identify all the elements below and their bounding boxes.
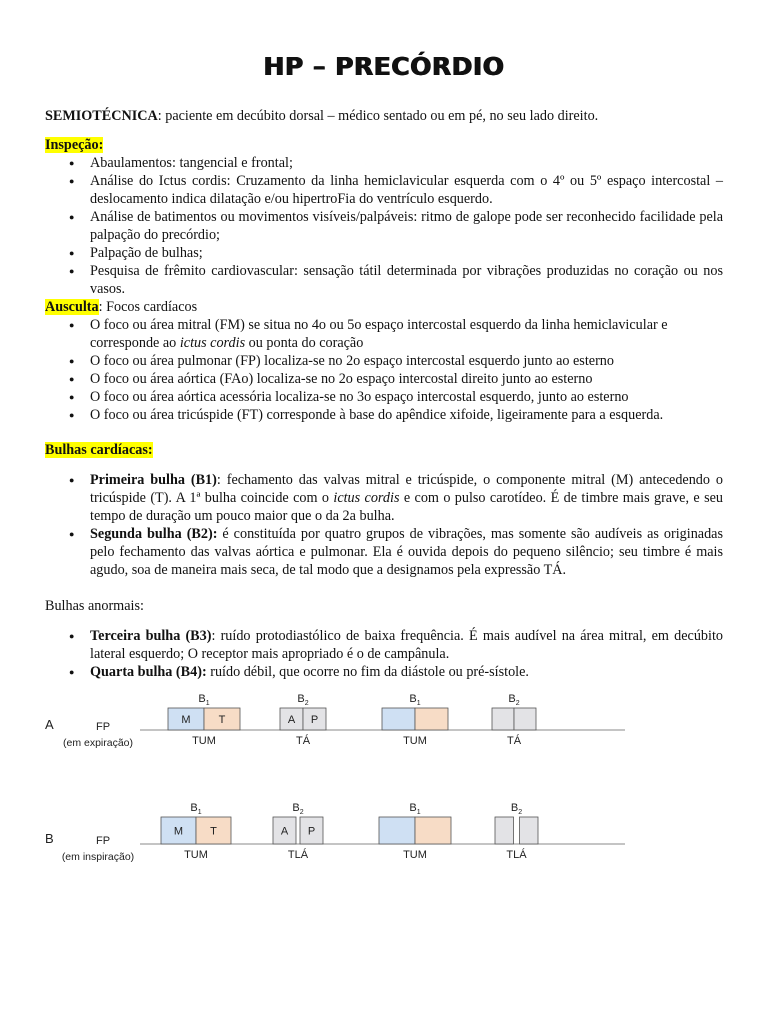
b2-text: é constituída por quatro grupos de vibrações, mas somente são audíveis as originadas pelo fechamento das valvas aórtica e pulmonar. Ela é ouvida depois do pequeno silêncio; seu timbre é mais agudo, soa de maneira mais seca, de tal modo que a designamos pela expressão TÁ. [90,526,723,578]
sound-label: TLÁ [287,849,309,861]
sound-label: TÁ [295,735,311,747]
b2-component-box [492,708,514,730]
sound-label: TUM [192,735,216,747]
list-item [45,663,723,681]
b2-component-box [520,817,539,844]
anormais-heading: Bulhas anormais: [45,598,144,614]
list-item: ● Palpação de bulhas; [45,244,723,262]
list-item: ● O foco ou área aórtica acessória localiza-se no 3o espaço intercostal esquerdo, junto ao esterno [45,388,723,406]
sound-label: TÁ [506,735,522,747]
b1-component-box [379,817,415,844]
list-item: ● O foco ou área pulmonar (FP) localiza-se no 2o espaço intercostal esquerdo junto ao esterno [45,352,723,370]
b3-label: Terceira bulha (B3) [90,628,212,644]
component-letter: A [287,714,296,726]
anormais-list [45,627,723,681]
b1-component-box [382,708,415,730]
condition-label: (em expiração) [62,737,134,749]
sound-label: TUM [184,849,208,861]
inspecao-list [45,154,723,298]
panel-letter: B [45,831,54,846]
ausculta-heading: Ausculta [45,299,99,315]
bulhas-section [45,441,723,579]
component-letter: P [307,825,316,838]
condition-label: (em inspiração) [61,851,135,863]
bulha-label: $B_1$ [409,693,421,707]
diagram-svg [40,800,640,890]
bulha-label: $B_2$ [508,693,520,707]
list-item [45,627,723,663]
bulhas-heading: Bulhas cardíacas: [45,442,153,458]
b1-label: Primeira bulha (B1) [90,472,217,488]
anormais-section [45,597,723,681]
component-letter: P [310,714,319,726]
panel-letter: A [45,717,54,732]
inspecao-heading: Inspeção: [45,137,104,153]
semiotecnica-label: SEMIOTÉCNICA [45,108,158,124]
list-item: ● O foco ou área tricúspide (FT) corresponde à base do apêndice xifoide, ligeiramente para a esquerda. [45,406,723,424]
component-letter: T [210,825,217,838]
sound-label: TUM [403,735,427,747]
b1-text: e com o pulso carotídeo. É de timbre mais grave, e seu tempo de duração um pouco maior que o da 2a bulha. [90,490,723,524]
list-item-italic: ictus cordis [179,335,246,351]
list-item: ● O foco ou área aórtica (FAo) localiza-se no 2o espaço intercostal direito junto ao esterno [45,370,723,388]
semiotecnica-text: : paciente em decúbito dorsal – médico sentado ou em pé, no seu lado direito. [157,108,599,124]
list-item: ● Análise do Ictus cordis: Cruzamento da linha hemiclavicular esquerda com o 4º ou 5º espaço intercostal – deslocamento indica dilatação e/ou hipertroFia do ventrículo esquerdo. [45,172,723,208]
bulha-label: $B_1$ [198,693,210,707]
b4-label: Quarta bulha (B4): [90,664,207,680]
ausculta-list [45,316,723,424]
list-item [45,525,723,579]
ausculta-subtitle: : Focos cardíacos [98,299,198,315]
inspecao-section [45,136,723,424]
sound-label: TLÁ [506,849,527,861]
b3-text: : ruído protodiastólico de baixa frequência. É mais audível na área mitral, em decúbito lateral esquerdo; O receptor mais apropriado é o de campânula. [90,628,723,662]
b4-text: ruído débil, que ocorre no fim da diástole ou pré-sístole. [206,664,529,680]
diagram-svg [40,690,640,780]
b1-text: : fechamento das valvas mitral e tricúspide, o componente mitral (M) antecedendo o tricúspide (T). A 1ª bulha coincide com o [90,472,723,506]
b2-component-box [514,708,536,730]
bulhas-list [45,471,723,579]
list-item: ● Análise de batimentos ou movimentos visíveis/palpáveis: ritmo de galope pode ser reconhecido facilidade pela palpação do precórdio; [45,208,723,244]
bulha-label: $B_1$ [190,802,202,816]
list-item [45,316,723,352]
b1-component-box [415,708,448,730]
bulha-label: $B_1$ [409,802,421,816]
b1-italic: ictus cordis [333,490,400,506]
sound-label: TUM [403,849,427,861]
bulha-label: $B_2$ [297,693,309,707]
list-item [45,471,723,525]
bulha-label: $B_2$ [292,802,304,816]
b1-component-box [415,817,451,844]
heart-sounds-diagram-a [40,690,640,780]
list-item-text: ou ponta do coração [245,335,364,351]
semiotecnica-paragraph [45,107,723,125]
fp-label: FP [95,835,111,847]
fp-label: FP [95,721,111,733]
b2-label: Segunda bulha (B2): [90,526,218,542]
component-letter: M [173,825,184,838]
list-item: ● Abaulamentos: tangencial e frontal; [45,154,723,172]
list-item-text: O foco ou área mitral (FM) se situa no 4o ou 5o espaço intercostal esquerdo da linha hemiclavicular e corresponde ao [90,317,668,351]
page-title: HP – PRECÓRDIO [263,52,505,81]
list-item: ● Pesquisa de frêmito cardiovascular: sensação tátil determinada por vibrações produzidas no coração ou nos vasos. [45,262,723,298]
heart-sounds-diagram-b [40,800,640,890]
component-letter: A [280,825,289,838]
ausculta-heading-line [45,298,723,316]
b2-component-box [495,817,514,844]
component-letter: M [181,714,191,726]
bulha-label: $B_2$ [510,802,523,816]
component-letter: T [218,714,226,726]
